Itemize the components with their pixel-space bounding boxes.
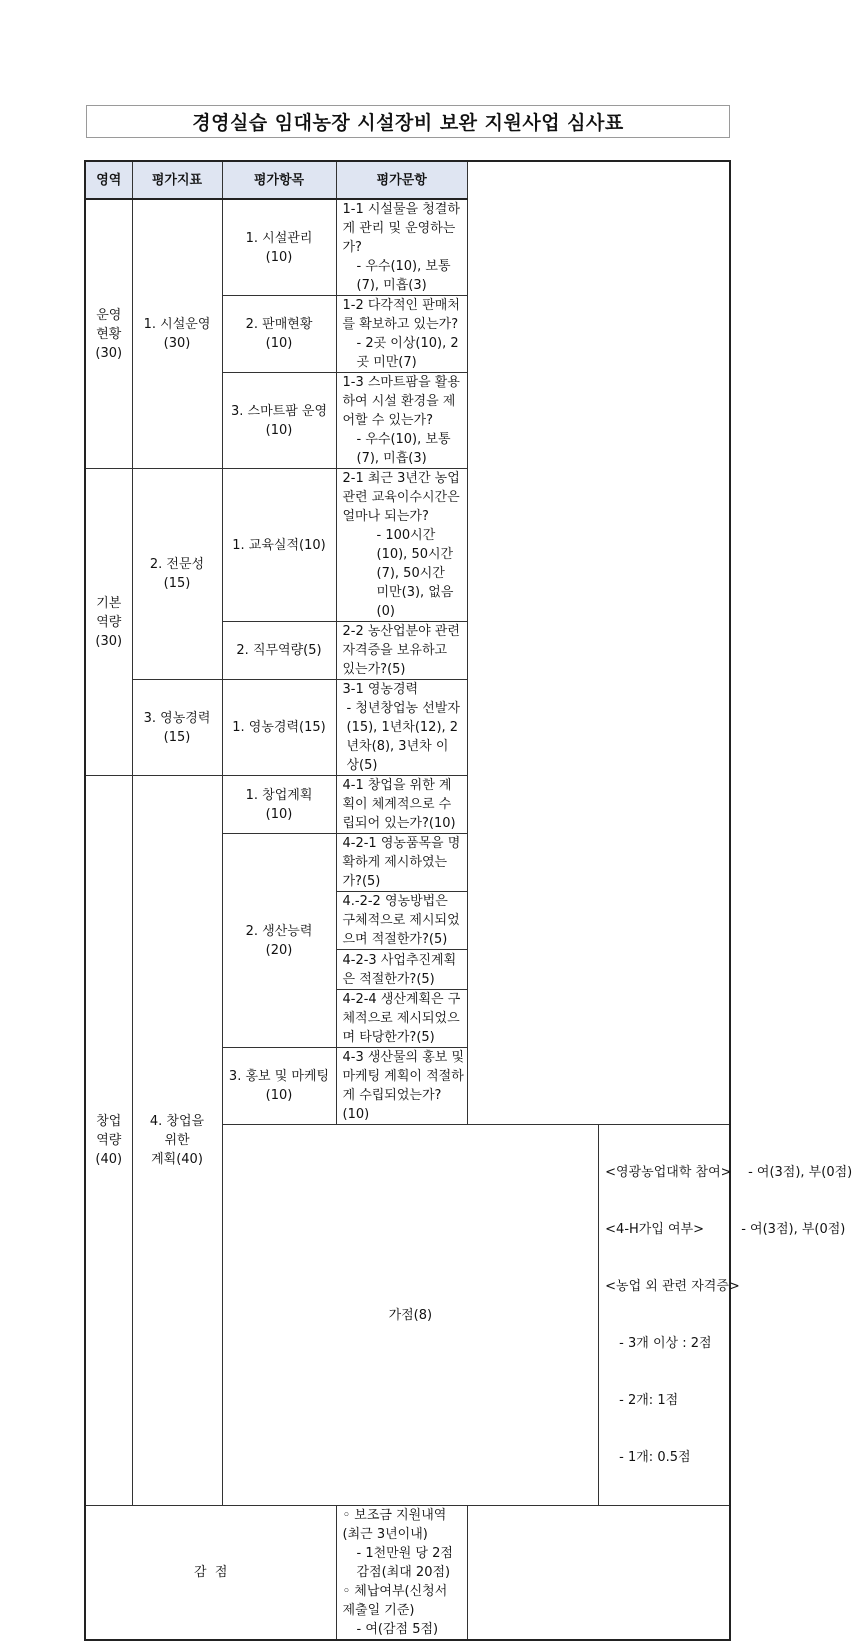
- item-cell: 3. 스마트팜 운영 (10): [222, 373, 336, 469]
- question-cell: 4.-2-2 영농방법은 구체적으로 제시되었으며 적절한가?(5): [336, 892, 467, 950]
- table-row: [85, 776, 730, 834]
- deduction-row: [85, 1506, 730, 1641]
- area-cell: 창업 역량 (40): [85, 776, 132, 1506]
- item-cell: 2. 판매현황 (10): [222, 296, 336, 373]
- header-indicator: 평가지표: [132, 161, 222, 199]
- header-question: 평가문항: [336, 161, 467, 199]
- item-cell: 2. 생산능력 (20): [222, 834, 336, 1048]
- table-row: [85, 469, 730, 622]
- table-row: [85, 680, 730, 776]
- header-area: 영역: [85, 161, 132, 199]
- question-cell: 1-1 시설물을 청결하게 관리 및 운영하는가? - 우수(10), 보통(7), 미흡(3): [336, 199, 467, 296]
- question-cell: 4-3 생산물의 홍보 및 마케팅 계획이 적절하게 수립되었는가?(10): [336, 1048, 467, 1125]
- item-cell: 1. 시설관리 (10): [222, 199, 336, 296]
- indicator-cell: 2. 전문성 (15): [132, 469, 222, 680]
- indicator-cell: 4. 창업을 위한 계획(40): [132, 776, 222, 1506]
- question-cell: 4-2-1 영농품목을 명확하게 제시하였는가?(5): [336, 834, 467, 892]
- deduction-label: 감 점: [85, 1506, 336, 1641]
- item-cell: 1. 교육실적(10): [222, 469, 336, 622]
- header-item: 평가항목: [222, 161, 336, 199]
- page-title-box: [86, 105, 730, 138]
- question-cell: 2-1 최근 3년간 농업관련 교육이수시간은 얼마나 되는가? - 100시간(10), 50시간(7), 50시간 미만(3), 없음(0): [336, 469, 467, 622]
- bonus-details: <영광농업대학 참여> - 여(3점), 부(0점) <4-H가입 여부> - 여(3점), 부(0점) <농업 외 관련 자격증> - 3개 이상 : 2점 - 2개: 1점 - 1개: 0.5점: [599, 1125, 730, 1506]
- table-row: [85, 199, 730, 296]
- question-cell: 1-3 스마트팜을 활용하여 시설 환경을 제어할 수 있는가? - 우수(10), 보통(7), 미흡(3): [336, 373, 467, 469]
- question-cell: 2-2 농산업분야 관련 자격증을 보유하고 있는가?(5): [336, 622, 467, 680]
- area-cell: 운영 현황 (30): [85, 199, 132, 469]
- item-cell: 1. 창업계획 (10): [222, 776, 336, 834]
- evaluation-table: [84, 160, 852, 1641]
- indicator-cell: 1. 시설운영 (30): [132, 199, 222, 469]
- header-row: [85, 161, 730, 199]
- page-title: 경영실습 임대농장 시설장비 보완 지원사업 심사표: [192, 112, 624, 134]
- question-cell: 4-2-4 생산계획은 구체적으로 제시되었으며 타당한가?(5): [336, 990, 467, 1048]
- item-cell: 1. 영농경력(15): [222, 680, 336, 776]
- question-cell: 4-2-3 사업추진계획은 적절한가?(5): [336, 950, 467, 990]
- area-cell: 기본 역량 (30): [85, 469, 132, 776]
- question-cell: 3-1 영농경력 - 청년창업농 선발자(15), 1년차(12), 2년차(8), 3년차 이상(5): [336, 680, 467, 776]
- question-cell: 4-1 창업을 위한 계획이 체계적으로 수립되어 있는가?(10): [336, 776, 467, 834]
- indicator-cell: 3. 영농경력 (15): [132, 680, 222, 776]
- bonus-label: 가점(8): [222, 1125, 599, 1506]
- deduction-details: ◦ 보조금 지원내역(최근 3년이내) - 1천만원 당 2점 감점(최대 20점) ◦ 체납여부(신청서 제출일 기준) - 여(감점 5점): [336, 1506, 467, 1641]
- item-cell: 2. 직무역량(5): [222, 622, 336, 680]
- question-cell: 1-2 다각적인 판매처를 확보하고 있는가? - 2곳 이상(10), 2곳 미만(7): [336, 296, 467, 373]
- item-cell: 3. 홍보 및 마케팅 (10): [222, 1048, 336, 1125]
